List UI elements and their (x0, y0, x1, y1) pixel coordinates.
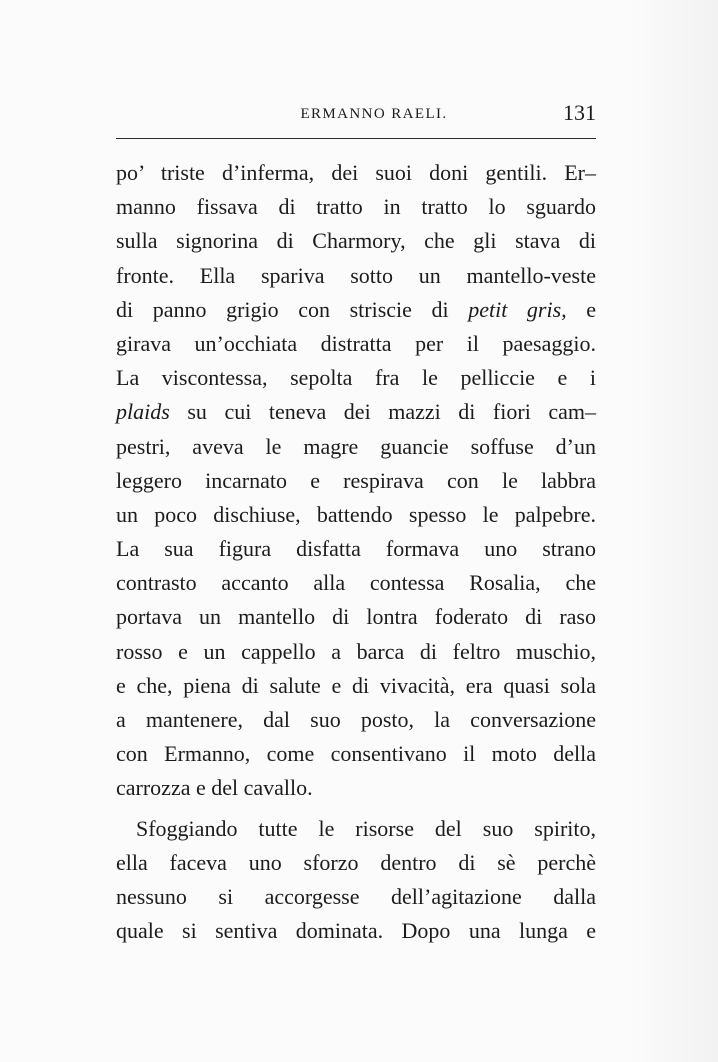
text-line (116, 395, 596, 429)
text-run: e (566, 296, 597, 322)
text-line: Sfoggiando tutte le risorse del suo spirito, (136, 815, 596, 841)
text-line: con Ermanno, come consentivano il moto della (116, 741, 596, 767)
text-line: pestri, aveva le magre guancie soffuse d’un (116, 433, 596, 459)
text-line: manno fissava di tratto in tratto lo sguardo (116, 194, 596, 220)
text-line: La sua figura disfatta formava uno strano (116, 536, 596, 562)
text-line: sulla signorina di Charmory, che gli stava di (116, 228, 596, 254)
text-line: contrasto accanto alla contessa Rosalia, che (116, 570, 596, 596)
text-line: un poco dischiuse, battendo spesso le palpebre. (116, 501, 596, 527)
text-line: fronte. Ella spariva sotto un mantello-veste (116, 262, 596, 288)
text-line: portava un mantello di lontra foderato di raso (116, 604, 596, 630)
text-line: rosso e un cappello a barca di feltro muschio, (116, 638, 596, 664)
text-run: di panno grigio con striscie di (116, 296, 469, 322)
text-run: su cui teneva dei mazzi di fiori cam– (169, 399, 596, 425)
text-line: e che, piena di salute e di vivacità, era quasi sola (116, 672, 596, 698)
text-line: nessuno si accorgesse dell’agitazione dalla (116, 883, 596, 909)
text-line: ella faceva uno sforzo dentro di sè perchè (116, 849, 596, 875)
paragraph (116, 812, 596, 949)
text-line: girava un’occhiata distratta per il paesaggio. (116, 330, 596, 356)
text-line (116, 293, 596, 327)
text-line: a mantenere, dal suo posto, la conversazione (116, 707, 596, 732)
body-text (116, 156, 596, 948)
text-line: carrozza e del cavallo. (116, 775, 313, 801)
text-line: quale si sentiva dominata. Dopo una lunga e (116, 918, 596, 944)
running-title: ERMANNO RAELI. (300, 106, 448, 122)
text-line: po’ triste d’inferma, dei suoi doni gentili. Er– (116, 160, 596, 185)
italic-run: plaids (116, 399, 170, 425)
text-line: leggero incarnato e respirava con le labbra (116, 467, 596, 493)
header-rule (116, 138, 596, 139)
paragraph (116, 156, 596, 806)
italic-run: petit gris, (468, 296, 567, 322)
page-number: 131 (563, 100, 596, 125)
running-head (116, 98, 596, 132)
text-line: La viscontessa, sepolta fra le pelliccie e i (116, 365, 596, 391)
